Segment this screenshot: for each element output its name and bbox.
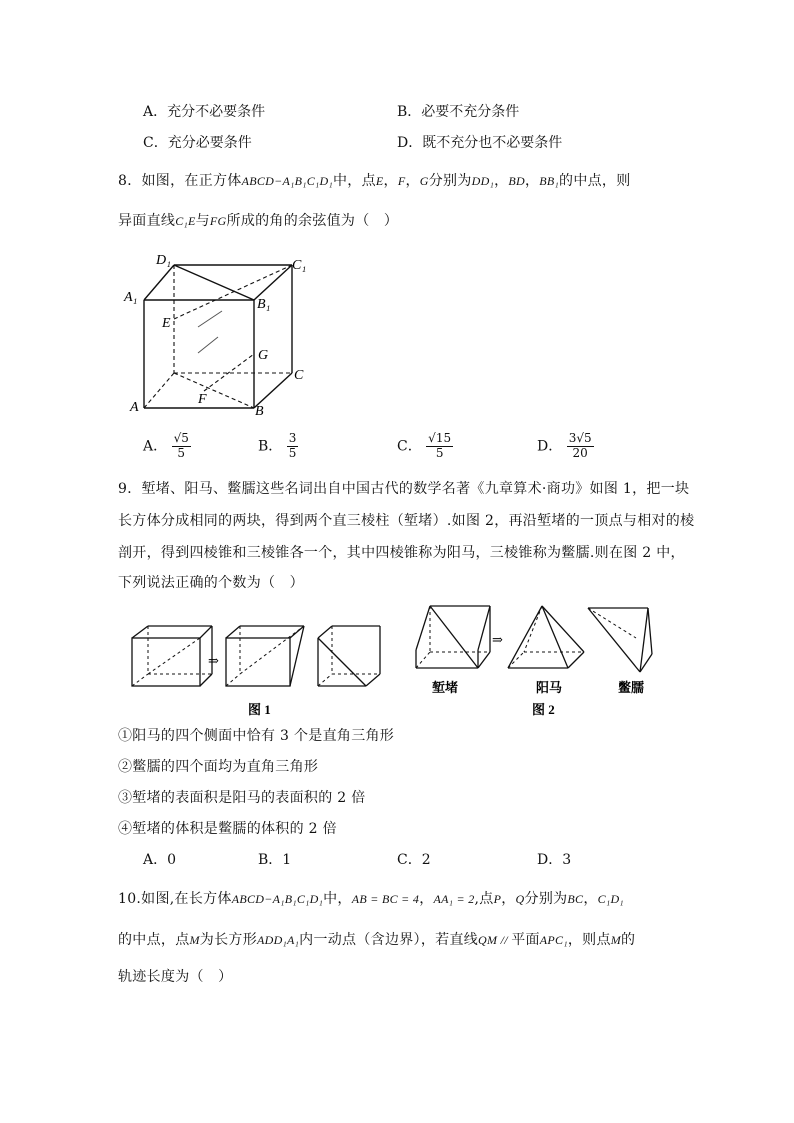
q8-text: 异面直线	[118, 213, 176, 229]
q10-text: ，	[583, 891, 598, 907]
q7-option-c-letter: C．	[143, 135, 168, 151]
q7-option-c	[143, 136, 252, 150]
q8-option-d-num: 3√5	[568, 431, 592, 445]
q8-line-2	[118, 214, 398, 228]
q9-statement-3: ③堑堵的表面积是阳马的表面积的 2 倍	[118, 790, 366, 806]
q10-seg-c1d1: C₁D₁	[597, 892, 624, 906]
q10-text: 中，	[323, 891, 352, 907]
q9-figure-1	[128, 622, 396, 717]
q8-text: 分别为	[428, 173, 472, 189]
q9-option-a	[143, 853, 176, 867]
q8-option-d	[537, 432, 594, 461]
arrow-icon: ⇒	[492, 632, 503, 647]
q10-text: ,点	[474, 891, 494, 907]
q8-option-d-fraction	[567, 432, 594, 461]
q10-point-m: M	[610, 933, 622, 947]
q10-text: 分别为	[524, 891, 568, 907]
q8-option-a	[143, 432, 191, 461]
q9-option-c-letter: C．	[397, 852, 422, 868]
q8-cube-name: ABCD−A₁B₁C₁D₁	[241, 174, 333, 188]
q9-statement-2: ②鳖臑的四个面均为直角三角形	[118, 759, 319, 775]
q7-option-a	[143, 105, 265, 119]
q9-option-d-text: 3	[562, 852, 572, 868]
q9-option-b	[258, 853, 291, 867]
q8-option-d-letter: D．	[537, 438, 563, 455]
q9-line-1: 9．堑堵、阳马、鳖臑这些名词出自中国古代的数学名著《九章算术·商功》如图 1，把一块	[118, 481, 690, 497]
q9-option-b-letter: B．	[258, 852, 283, 868]
arrow-icon: ⇒	[208, 653, 219, 668]
q8-sep: ，	[524, 173, 540, 189]
q9-option-d-letter: D．	[537, 852, 563, 868]
q8-option-a-den: 5	[177, 445, 186, 460]
q10-line-3: 轨迹长度为（ ）	[118, 969, 233, 985]
q7-option-b-letter: B．	[397, 104, 422, 120]
fig2-caption: 图 2	[532, 702, 555, 717]
q8-sep: ，	[405, 173, 420, 189]
q9-statement-4: ④堑堵的体积是鳖臑的体积的 2 倍	[118, 821, 337, 837]
q9-option-d	[537, 853, 571, 867]
q8-option-a-fraction	[172, 432, 191, 461]
q10-point-p: P	[493, 892, 502, 906]
q8-option-c-den: 5	[435, 445, 444, 460]
q8-sep: ，	[494, 173, 509, 189]
q10-text: ，则点	[567, 932, 611, 948]
label-c: C	[294, 368, 304, 383]
label-c1: C₁	[292, 258, 307, 273]
label-b1: B₁	[257, 297, 271, 312]
q9-line-2: 长方体分成相同的两块，得到两个直三棱柱（堑堵）.如图 2，再沿堑堵的一顶点与相对的棱	[118, 513, 695, 529]
q9-option-c-text: 2	[421, 852, 431, 868]
q10-plane: APC₁	[539, 933, 568, 947]
q8-option-c-letter: C．	[397, 438, 422, 455]
q8-cube-figure	[118, 245, 318, 420]
q10-eq-ab-bc: AB = BC = 4	[351, 892, 420, 906]
q8-option-b-fraction	[287, 432, 299, 461]
q7-option-d-letter: D．	[397, 135, 423, 151]
q10-point-m: M	[189, 933, 200, 947]
q8-seg-fg: FG	[209, 214, 227, 228]
q8-option-a-letter: A．	[143, 438, 168, 455]
q10-text: 为长方形	[199, 932, 257, 948]
q8-option-b-den: 5	[288, 445, 297, 460]
q10-text: 的	[621, 932, 636, 948]
fig2-label-yangma: 阳马	[536, 680, 563, 695]
label-a1: A₁	[124, 290, 138, 305]
q9-statement-1: ①阳马的四个侧面中恰有 3 个是直角三角形	[118, 728, 395, 744]
q10-rect: ADD₁A₁	[257, 933, 300, 947]
q8-point-e: E	[375, 174, 384, 188]
q8-text: 的中点，则	[559, 173, 631, 189]
q8-option-d-den: 20	[572, 445, 588, 460]
q8-sep: ，	[383, 173, 398, 189]
q9-option-b-text: 1	[282, 852, 292, 868]
q7-option-a-letter: A．	[143, 104, 168, 120]
q8-point-f: F	[397, 174, 406, 188]
label-a: A	[130, 400, 139, 415]
q10-point-q: Q	[515, 892, 525, 906]
label-b: B	[255, 404, 264, 419]
q10-text: ，	[419, 891, 434, 907]
q7-option-b-text: 必要不充分条件	[421, 104, 520, 120]
label-g: G	[258, 348, 269, 363]
fig2-label-bienao: 鳖臑	[618, 680, 645, 695]
q8-seg-dd1: DD₁	[471, 174, 495, 188]
q8-option-c-num: √15	[428, 431, 452, 445]
q9-figure-2	[408, 602, 658, 720]
q8-option-a-num: √5	[173, 431, 189, 445]
q8-seg-bb1: BB₁	[539, 174, 560, 188]
q10-text: 的中点，点	[118, 932, 190, 948]
q8-seg-bd: BD	[508, 174, 525, 188]
q8-text: 与	[195, 213, 210, 229]
q8-text: 中，点	[332, 173, 376, 189]
q9-option-a-letter: A．	[143, 852, 168, 868]
q10-line-2	[118, 933, 635, 947]
q10-seg-bc: BC	[567, 892, 584, 906]
q7-option-a-text: 充分不必要条件	[167, 104, 266, 120]
q10-text: ，	[501, 891, 516, 907]
q7-option-d	[397, 136, 562, 150]
q9-option-c	[397, 853, 431, 867]
label-e: E	[162, 316, 171, 331]
q8-line-1	[118, 174, 631, 188]
q9-line-3: 剖开，得到四棱锥和三棱锥各一个，其中四棱锥称为阳马，三棱锥称为鳖臑.则在图 2 中，	[118, 545, 685, 561]
q10-text: 内一动点（含边界），若直线	[299, 932, 479, 948]
q8-option-c	[397, 432, 453, 461]
q9-line-4: 下列说法正确的个数为（ ）	[118, 575, 304, 591]
q8-option-b	[258, 432, 298, 461]
q10-text: 10.如图,在长方体	[118, 891, 232, 907]
q7-option-c-text: 充分必要条件	[167, 135, 252, 151]
q8-text: 所成的角的余弦值为（ ）	[226, 213, 399, 229]
q10-box-name: ABCD−A₁B₁C₁D₁	[231, 892, 324, 906]
q10-line-1	[118, 892, 624, 906]
fig1-caption: 图 1	[248, 702, 271, 717]
q8-option-c-fraction	[426, 432, 453, 461]
q10-eq-aa1: AA₁ = 2	[433, 892, 475, 906]
label-d1: D₁	[156, 253, 171, 268]
fig2-label-qiandu: 堑堵	[432, 680, 459, 695]
q8-point-g: G	[419, 174, 429, 188]
q8-text: 8．如图，在正方体	[118, 173, 242, 189]
q8-option-b-letter: B．	[258, 438, 283, 455]
q9-option-a-text: 0	[167, 852, 177, 868]
q7-option-b	[397, 105, 519, 119]
label-f: F	[198, 392, 207, 407]
q10-text: 平面	[511, 932, 540, 948]
q8-option-b-num: 3	[288, 431, 297, 445]
q10-parallel: QM //	[478, 933, 512, 947]
q8-seg-c1e: C₁E	[175, 214, 196, 228]
q7-option-d-text: 既不充分也不必要条件	[422, 135, 563, 151]
